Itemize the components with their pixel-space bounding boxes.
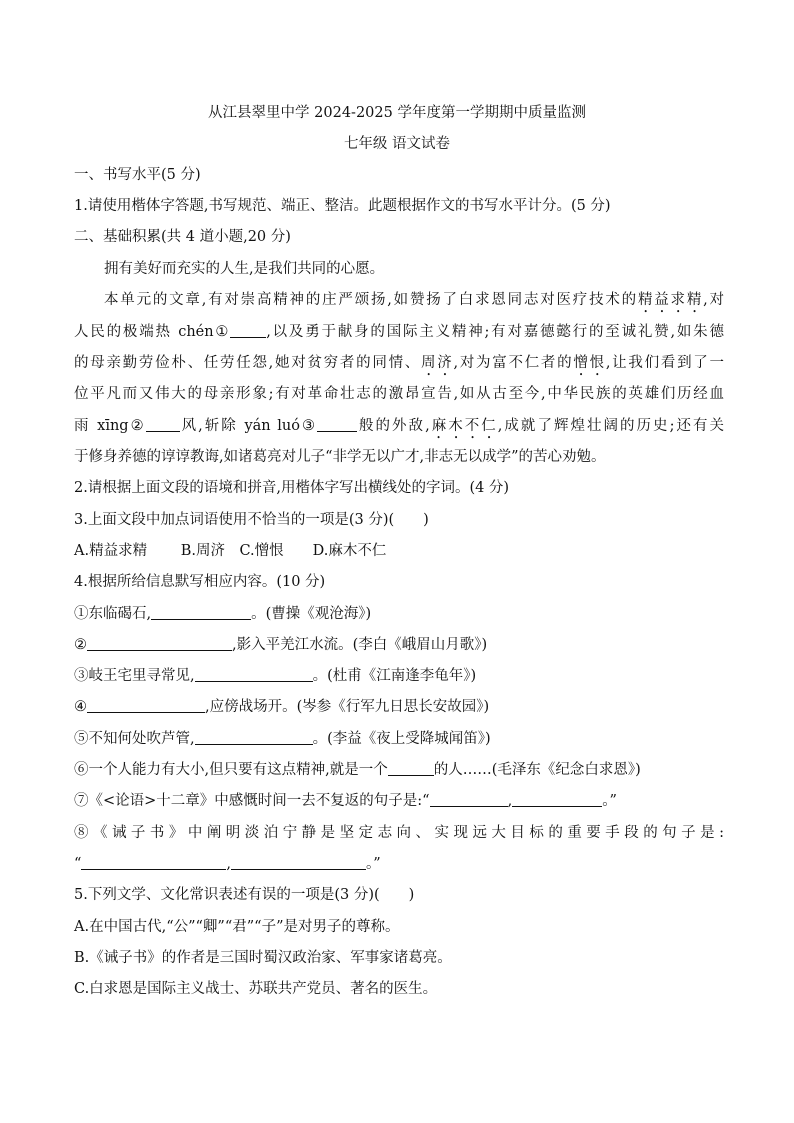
exam-subtitle: 七年级 语文试卷: [343, 136, 451, 152]
recite-item-1: ①东临碣石, 。(曹操《观沧海》): [74, 606, 372, 622]
question-5-option-b: B.《诫子书》的作者是三国时蜀汉政治家、军事家诸葛亮。: [74, 950, 452, 966]
section-2-heading: 二、基础积累(共 4 道小题,20 分): [74, 229, 291, 245]
recite-blank-1[interactable]: [151, 604, 251, 620]
recite-blank-7b[interactable]: [512, 791, 602, 807]
recite-item-4: ④ ,应傍战场开。(岑参《行军九日思长安故园》): [74, 699, 490, 715]
answer-blank-2[interactable]: [146, 416, 180, 432]
recite-blank-5[interactable]: [195, 729, 313, 745]
recite-item-3: ③岐王宅里寻常见, 。(杜甫《江南逢李龟年》): [74, 668, 477, 684]
passage-line-6: 于修身养德的谆谆教诲,如诸葛亮对儿子“非学无以广才,非志无以成学”的苦心劝勉。: [74, 449, 606, 465]
recite-blank-4[interactable]: [87, 697, 205, 713]
passage-line-1: 本单元的文章,有对崇高精神的庄严颂扬,如赞扬了白求恩同志对医疗技术的精益求精,对: [104, 292, 725, 308]
question-3-stem: 3.上面文段中加点词语使用不恰当的一项是(3 分)( ): [74, 512, 429, 528]
answer-blank-3[interactable]: [317, 416, 357, 432]
recite-blank-2[interactable]: [87, 635, 232, 651]
recite-item-5: ⑤不知何处吹芦管, 。(李益《夜上受降城闻笛》): [74, 731, 491, 747]
answer-blank-1[interactable]: [230, 322, 266, 338]
question-1: 1.请使用楷体字答题,书写规范、端正、整洁。此题根据作文的书写水平计分。(5 分): [74, 198, 611, 214]
recite-blank-8b[interactable]: [231, 854, 366, 870]
recite-item-2: ② ,影入平羌江水流。(李白《峨眉山月歌》): [74, 637, 488, 653]
passage-line-5: 雨 xīng② 风,斩除 yán luó③ 般的外敌,麻木不仁,成就了辉煌壮阔的历史;还有关: [74, 418, 725, 434]
question-3-options: A.精益求精 B.周济 C.憎恨 D.麻木不仁: [74, 543, 387, 559]
recite-blank-3[interactable]: [195, 666, 313, 682]
dotted-word-mamuburen: 麻木不仁: [429, 418, 498, 434]
section-1-heading: 一、书写水平(5 分): [74, 167, 201, 183]
recite-item-8: ⑧《诫子书》中阐明淡泊宁静是坚定志向、实现远大目标的重要手段的句子是:: [74, 825, 724, 841]
recite-blank-7a[interactable]: [430, 791, 508, 807]
recite-item-7: ⑦《<论语>十二章》中感慨时间一去不复返的句子是:“ , 。”: [74, 793, 617, 809]
question-2: 2.请根据上面文段的语境和拼音,用楷体字写出横线处的字词。(4 分): [74, 480, 510, 496]
recite-blank-8a[interactable]: [81, 854, 226, 870]
passage-line-4: 位平凡而又伟大的母亲形象;有对革命壮志的激昂宣告,如从古至今,中华民族的英雄们历经血: [74, 386, 724, 402]
passage-intro: 拥有美好而充实的人生,是我们共同的心愿。: [104, 261, 385, 277]
question-5-option-c: C.白求恩是国际主义战士、苏联共产党员、著名的医生。: [74, 981, 438, 997]
passage-line-2: 人民的极端热 chén① ,以及勇于献身的国际主义精神;有对嘉德懿行的至诚礼赞,如朱德: [74, 324, 724, 340]
question-5-option-a: A.在中国古代,“公”“卿”“君”“子”是对男子的尊称。: [74, 919, 400, 935]
exam-title: 从江县翠里中学 2024-2025 学年度第一学期期中质量监测: [208, 105, 586, 121]
recite-blank-6[interactable]: [388, 760, 434, 776]
dotted-word-zenghen: 憎恨: [573, 355, 606, 371]
recite-item-8-answer: “ , 。”: [74, 856, 381, 872]
question-4-stem: 4.根据所给信息默写相应内容。(10 分): [74, 574, 326, 590]
dotted-word-zhouji: 周济: [421, 355, 454, 371]
recite-item-6: ⑥一个人能力有大小,但只要有这点精神,就是一个 的人……(毛泽东《纪念白求恩》): [74, 762, 641, 778]
question-5-stem: 5.下列文学、文化常识表述有误的一项是(3 分)( ): [74, 887, 415, 903]
dotted-word-jingyiqiujing: 精益求精: [637, 292, 704, 308]
passage-line-3: 的母亲勤劳俭朴、任劳任怨,她对贫穷者的同情、周济,对为富不仁者的憎恨,让我们看到了一: [74, 355, 725, 371]
